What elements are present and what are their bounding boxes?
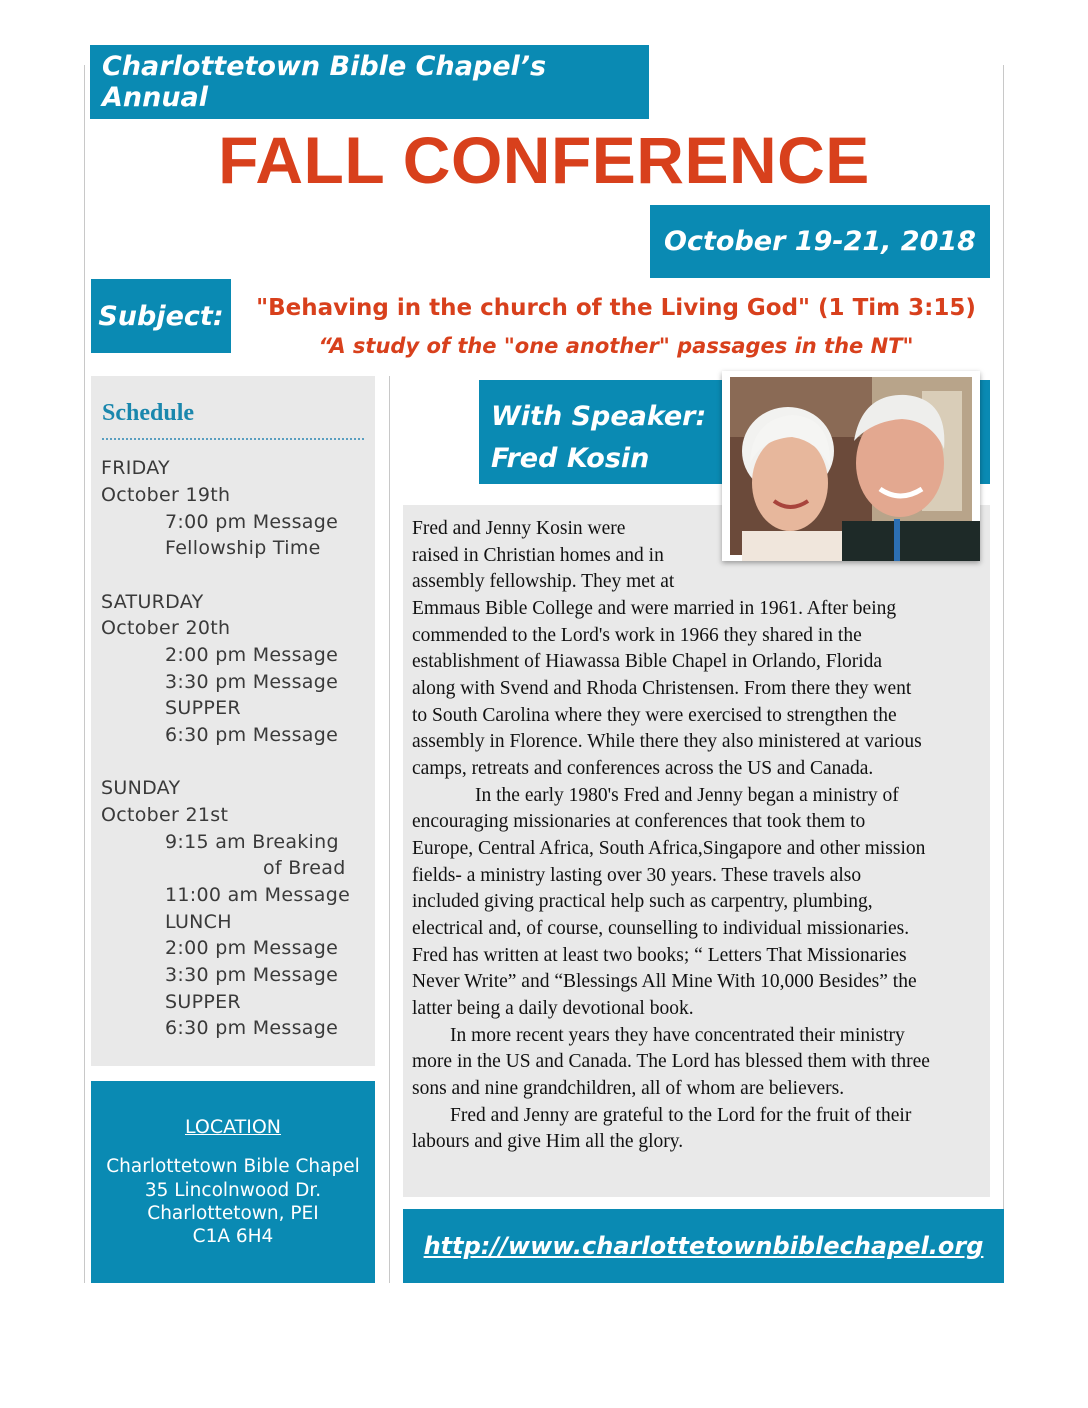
- annual-label: Charlottetown Bible Chapel’s Annual: [102, 51, 547, 113]
- speaker-photo-image: [722, 371, 980, 561]
- schedule-day: SUNDAY: [101, 777, 181, 799]
- bio-line: Never Write” and “Blessings All Mine With 10,000 Besides” the: [412, 971, 917, 992]
- bio-line: camps, retreats and conferences across the US and Canada.: [412, 758, 874, 779]
- location-line: Charlottetown Bible Chapel: [106, 1156, 360, 1177]
- bio-line: encouraging missionaries at conferences that took them to: [412, 811, 866, 832]
- schedule-title: Schedule: [102, 400, 195, 426]
- bio-line: commended to the Lord's work in 1966 they shared in the: [412, 625, 862, 646]
- center-divider-line: [389, 376, 390, 1283]
- bio-line: electrical and, of course, counselling to individual missionaries.: [412, 918, 910, 939]
- schedule-item: 3:30 pm Message: [165, 671, 339, 693]
- schedule-item: 2:00 pm Message: [165, 644, 339, 666]
- website-banner: [403, 1209, 1004, 1283]
- subject-subtitle: “A study of the "one another" passages in the NT": [318, 334, 914, 358]
- schedule-item: 11:00 am Message: [165, 884, 351, 906]
- bio-line: In the early 1980's Fred and Jenny began a ministry of: [475, 785, 899, 806]
- schedule-date: October 20th: [101, 617, 231, 639]
- bio-line: to South Carolina where they were exercised to strengthen the: [412, 705, 897, 726]
- right-frame-line: [1003, 65, 1004, 1210]
- annual-banner: [90, 45, 649, 119]
- schedule-item: 7:00 pm Message: [165, 511, 339, 533]
- left-frame-line: [84, 65, 85, 1283]
- subject-label-box: [91, 279, 231, 353]
- schedule-item: 3:30 pm Message: [165, 964, 339, 986]
- bio-line: labours and give Him all the glory.: [412, 1131, 684, 1152]
- schedule-item: 6:30 pm Message: [165, 1017, 339, 1039]
- bio-line: establishment of Hiawassa Bible Chapel in Orlando, Florida: [412, 651, 883, 672]
- schedule-item: 9:15 am Breaking: [165, 831, 339, 853]
- bio-line: included giving practical help such as carpentry, plumbing,: [412, 891, 873, 912]
- schedule-date: October 21st: [101, 804, 229, 826]
- bio-line: Fred and Jenny are grateful to the Lord for the fruit of their: [450, 1105, 912, 1126]
- website-link[interactable]: http://www.charlottetownbiblechapel.org: [423, 1232, 984, 1260]
- schedule-item: SUPPER: [165, 991, 241, 1013]
- subject-title: "Behaving in the church of the Living God" (1 Tim 3:15): [256, 295, 976, 321]
- bio-line: Europe, Central Africa, South Africa,Singapore and other mission: [412, 838, 926, 859]
- bio-line: Emmaus Bible College and were married in 1961. After being: [412, 598, 897, 619]
- subject-label: Subject:: [98, 300, 224, 332]
- schedule-panel: [91, 376, 375, 1066]
- speaker-heading: With Speaker:: [491, 401, 707, 432]
- location-line: 35 Lincolnwood Dr.: [144, 1180, 322, 1201]
- location-line: C1A 6H4: [192, 1226, 274, 1247]
- schedule-item: SUPPER: [165, 697, 241, 719]
- location-line: Charlottetown, PEI: [147, 1203, 319, 1224]
- speaker-name: Fred Kosin: [491, 443, 650, 474]
- bio-line: assembly in Florence. While there they also ministered at various: [412, 731, 922, 752]
- schedule-day: SATURDAY: [101, 591, 204, 613]
- schedule-item: Fellowship Time: [165, 537, 321, 559]
- schedule-date: October 19th: [101, 484, 231, 506]
- schedule-item: 6:30 pm Message: [165, 724, 339, 746]
- bio-line: latter being a daily devotional book.: [412, 998, 694, 1019]
- schedule-day: FRIDAY: [101, 457, 170, 479]
- schedule-item: LUNCH: [165, 911, 232, 933]
- speaker-photo: [722, 371, 980, 561]
- bio-line: along with Svend and Rhoda Christensen. From there they went: [412, 678, 912, 699]
- schedule-item: of Bread: [263, 857, 346, 879]
- location-title: LOCATION: [184, 1116, 282, 1138]
- date-label: October 19-21, 2018: [664, 226, 976, 257]
- bio-line: assembly fellowship. They met at: [412, 571, 675, 592]
- bio-line: Fred and Jenny Kosin were: [412, 518, 626, 539]
- bio-line: fields- a ministry lasting over 30 years. These travels also: [412, 865, 862, 886]
- bio-line: Fred has written at least two books; “ Letters That Missionaries: [412, 945, 907, 966]
- bio-line: sons and nine grandchildren, all of whom are believers.: [412, 1078, 845, 1099]
- date-banner: [650, 205, 990, 278]
- bio-line: In more recent years they have concentrated their ministry: [450, 1025, 905, 1046]
- schedule-item: 2:00 pm Message: [165, 937, 339, 959]
- bio-line: more in the US and Canada. The Lord has blessed them with three: [412, 1051, 930, 1072]
- page-title: FALL CONFERENCE: [218, 123, 870, 197]
- schedule-divider: [102, 438, 364, 440]
- bio-line: raised in Christian homes and in: [412, 545, 664, 566]
